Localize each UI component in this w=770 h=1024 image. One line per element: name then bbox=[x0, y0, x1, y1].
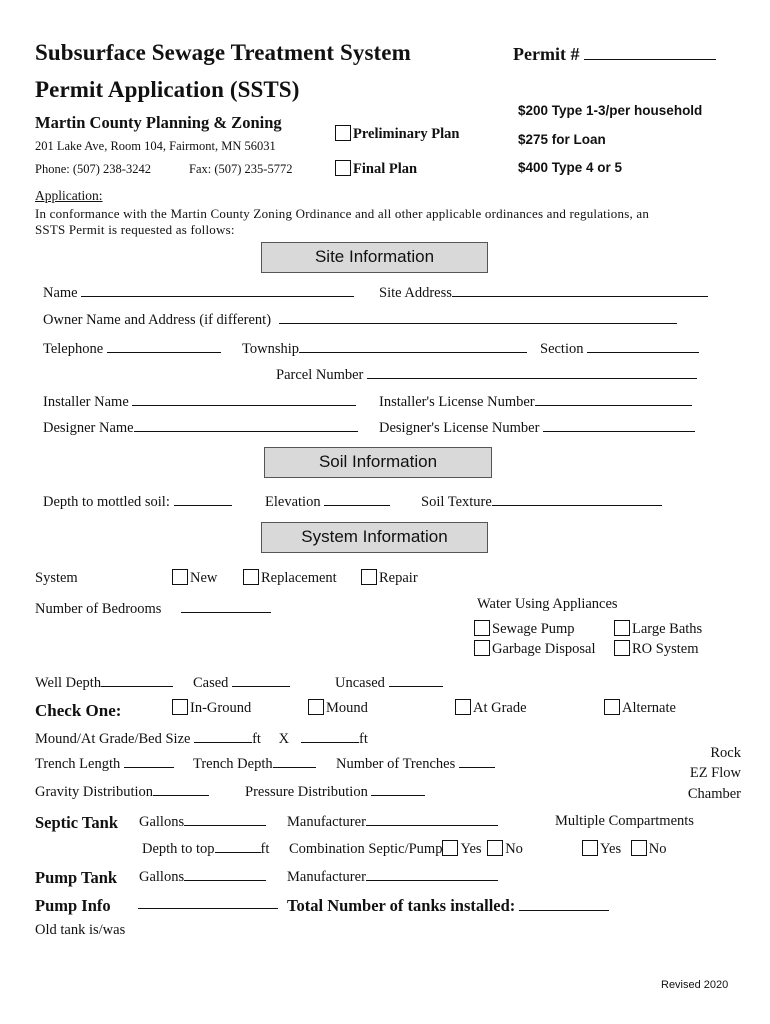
at-grade-checkbox[interactable] bbox=[455, 699, 471, 715]
system-new-option[interactable] bbox=[172, 569, 217, 587]
soil-info-heading: Soil Information bbox=[264, 447, 492, 478]
alternate-label: Alternate bbox=[622, 700, 676, 716]
org-fax: Fax: (507) 235-5772 bbox=[189, 162, 293, 176]
system-repair-checkbox[interactable] bbox=[361, 569, 377, 585]
pump-tank-label: Pump Tank bbox=[35, 868, 118, 887]
alt-type-rock: Rock bbox=[710, 745, 741, 761]
large-baths-checkbox[interactable] bbox=[614, 620, 630, 636]
trench-length-label: Trench Length bbox=[35, 756, 121, 772]
ro-system-label: RO System bbox=[632, 641, 699, 657]
preliminary-plan-checkbox[interactable] bbox=[335, 125, 351, 141]
appliance-sewage-pump[interactable] bbox=[474, 620, 575, 638]
system-replacement-option[interactable] bbox=[243, 569, 337, 587]
section-label: Section bbox=[540, 341, 584, 357]
preliminary-plan-label: Preliminary Plan bbox=[353, 126, 460, 142]
check-one-label: Check One: bbox=[35, 701, 122, 720]
org-address: 201 Lake Ave, Room 104, Fairmont, MN 56031 bbox=[35, 139, 276, 153]
gravity-field[interactable] bbox=[35, 783, 209, 801]
num-trenches-label: Number of Trenches bbox=[336, 756, 456, 772]
site-info-heading: Site Information bbox=[261, 242, 488, 273]
permit-number-line bbox=[584, 47, 716, 60]
in-ground-option[interactable] bbox=[172, 699, 251, 717]
designer-name-field[interactable] bbox=[43, 419, 358, 437]
parcel-label: Parcel Number bbox=[276, 367, 364, 383]
pressure-label: Pressure Distribution bbox=[245, 784, 368, 800]
combination-yes-label: Yes bbox=[460, 841, 482, 857]
bedrooms-field[interactable] bbox=[35, 600, 271, 618]
cased-field[interactable] bbox=[193, 674, 290, 692]
system-new-label: New bbox=[190, 570, 218, 586]
at-grade-label: At Grade bbox=[473, 700, 527, 716]
mound-label: Mound bbox=[326, 700, 368, 716]
uncased-field[interactable] bbox=[335, 674, 443, 692]
name-field[interactable] bbox=[43, 284, 354, 302]
org-phone: Phone: (507) 238-3242 bbox=[35, 162, 151, 176]
depth-mottled-label: Depth to mottled soil: bbox=[43, 494, 170, 510]
installer-name-field[interactable] bbox=[43, 393, 356, 411]
septic-gallons-label: Gallons bbox=[139, 814, 185, 830]
final-plan-checkbox[interactable] bbox=[335, 160, 351, 176]
system-label: System bbox=[35, 570, 78, 586]
installer-license-field[interactable] bbox=[379, 393, 692, 411]
sewage-pump-checkbox[interactable] bbox=[474, 620, 490, 636]
depth-to-top-field[interactable] bbox=[142, 840, 269, 858]
num-trenches-field[interactable] bbox=[336, 755, 495, 773]
multiple-compartments-label: Multiple Compartments bbox=[555, 813, 694, 829]
elevation-label: Elevation bbox=[265, 494, 321, 510]
system-repair-label: Repair bbox=[379, 570, 418, 586]
combination-septic-pump-field[interactable] bbox=[289, 840, 523, 858]
mound-size-x: X bbox=[278, 731, 290, 747]
township-label: Township bbox=[242, 341, 299, 357]
total-tanks-field[interactable] bbox=[287, 896, 609, 916]
trench-depth-field[interactable] bbox=[193, 755, 316, 773]
pump-gallons-field[interactable] bbox=[139, 868, 266, 886]
at-grade-option[interactable] bbox=[455, 699, 527, 717]
fee-type-4-5: $400 Type 4 or 5 bbox=[518, 160, 623, 175]
system-new-checkbox[interactable] bbox=[172, 569, 188, 585]
system-info-heading: System Information bbox=[261, 522, 488, 553]
parcel-field[interactable] bbox=[276, 366, 697, 384]
well-depth-label: Well Depth bbox=[35, 675, 102, 691]
application-text-line1: In conformance with the Martin County Zoning Ordinance and all other applicable ordinances and regulations, an bbox=[35, 206, 650, 221]
appliance-garbage-disposal[interactable] bbox=[474, 640, 595, 658]
owner-label: Owner Name and Address (if different) bbox=[43, 312, 272, 328]
combination-yes-checkbox[interactable] bbox=[442, 840, 458, 856]
pump-info-field[interactable] bbox=[138, 896, 278, 914]
appliance-large-baths[interactable] bbox=[614, 620, 702, 638]
mound-size-field[interactable] bbox=[35, 730, 368, 748]
garbage-disposal-checkbox[interactable] bbox=[474, 640, 490, 656]
owner-field[interactable] bbox=[43, 311, 677, 329]
multiple-yes-label: Yes bbox=[600, 841, 622, 857]
application-text-line2: SSTS Permit is requested as follows: bbox=[35, 222, 235, 237]
fee-type-1-3: $200 Type 1-3/per household bbox=[518, 103, 703, 118]
septic-tank-label: Septic Tank bbox=[35, 813, 118, 832]
designer-name-label: Designer Name bbox=[43, 420, 134, 436]
depth-to-top-ft: ft bbox=[260, 841, 270, 857]
alternate-option[interactable] bbox=[604, 699, 676, 717]
name-label: Name bbox=[43, 285, 78, 301]
soil-texture-field[interactable] bbox=[421, 493, 662, 511]
pump-info-line bbox=[138, 896, 278, 909]
preliminary-plan-option[interactable] bbox=[335, 125, 459, 143]
septic-manufacturer-field[interactable] bbox=[287, 813, 498, 831]
telephone-label: Telephone bbox=[43, 341, 104, 357]
pump-manufacturer-field[interactable] bbox=[287, 868, 498, 886]
large-baths-label: Large Baths bbox=[632, 621, 703, 637]
alt-type-ez-flow: EZ Flow bbox=[689, 765, 741, 781]
in-ground-checkbox[interactable] bbox=[172, 699, 188, 715]
mound-checkbox[interactable] bbox=[308, 699, 324, 715]
in-ground-label: In-Ground bbox=[190, 700, 252, 716]
fee-loan: $275 for Loan bbox=[518, 132, 606, 147]
township-field[interactable] bbox=[242, 340, 527, 358]
application-label: Application: bbox=[35, 188, 103, 203]
pump-manufacturer-label: Manufacturer bbox=[287, 869, 366, 885]
site-address-field[interactable] bbox=[379, 284, 708, 302]
multiple-no-checkbox[interactable] bbox=[631, 840, 647, 856]
installer-license-label: Installer's License Number bbox=[379, 394, 535, 410]
telephone-field[interactable] bbox=[43, 340, 221, 358]
ro-system-checkbox[interactable] bbox=[614, 640, 630, 656]
well-depth-field[interactable] bbox=[35, 674, 173, 692]
alt-type-chamber: Chamber bbox=[687, 786, 741, 802]
combination-label: Combination Septic/Pump bbox=[289, 841, 443, 857]
bedrooms-label: Number of Bedrooms bbox=[35, 601, 162, 617]
designer-license-field[interactable] bbox=[379, 419, 695, 437]
mound-option[interactable] bbox=[308, 699, 368, 717]
pressure-field[interactable] bbox=[245, 783, 425, 801]
form-title-line1: Subsurface Sewage Treatment System bbox=[35, 40, 411, 65]
system-replacement-label: Replacement bbox=[261, 570, 337, 586]
mound-size-label: Mound/At Grade/Bed Size bbox=[35, 731, 191, 747]
old-tank-label: Old tank is/was bbox=[35, 922, 126, 938]
sewage-pump-label: Sewage Pump bbox=[492, 621, 575, 637]
permit-number-field[interactable] bbox=[513, 44, 716, 65]
combination-no-label: No bbox=[505, 841, 523, 857]
pump-info-label: Pump Info bbox=[35, 896, 111, 915]
installer-name-label: Installer Name bbox=[43, 394, 129, 410]
form-title-line2: Permit Application (SSTS) bbox=[35, 77, 300, 102]
alternate-checkbox[interactable] bbox=[604, 699, 620, 715]
depth-mottled-field[interactable] bbox=[43, 493, 232, 511]
designer-license-label: Designer's License Number bbox=[379, 420, 540, 436]
appliances-label: Water Using Appliances bbox=[477, 596, 618, 612]
multiple-compartments-choice[interactable] bbox=[582, 840, 666, 858]
garbage-disposal-label: Garbage Disposal bbox=[492, 641, 596, 657]
mound-size-ft1: ft bbox=[252, 731, 261, 747]
multiple-yes-checkbox[interactable] bbox=[582, 840, 598, 856]
depth-to-top-label: Depth to top bbox=[142, 841, 215, 857]
uncased-label: Uncased bbox=[335, 675, 385, 691]
cased-label: Cased bbox=[193, 675, 229, 691]
septic-manufacturer-label: Manufacturer bbox=[287, 814, 366, 830]
permit-number-label: Permit # bbox=[513, 44, 580, 64]
soil-texture-label: Soil Texture bbox=[421, 494, 492, 510]
final-plan-option[interactable] bbox=[335, 160, 417, 178]
revised-date: Revised 2020 bbox=[661, 979, 729, 991]
org-name: Martin County Planning & Zoning bbox=[35, 113, 282, 132]
trench-length-field[interactable] bbox=[35, 755, 174, 773]
septic-gallons-field[interactable] bbox=[139, 813, 266, 831]
pump-gallons-label: Gallons bbox=[139, 869, 185, 885]
trench-depth-label: Trench Depth bbox=[193, 756, 273, 772]
system-repair-option[interactable] bbox=[361, 569, 418, 587]
final-plan-label: Final Plan bbox=[353, 161, 418, 177]
multiple-no-label: No bbox=[648, 841, 667, 857]
combination-no-checkbox[interactable] bbox=[487, 840, 503, 856]
appliance-ro-system[interactable] bbox=[614, 640, 698, 658]
mound-size-ft2: ft bbox=[359, 731, 368, 747]
system-replacement-checkbox[interactable] bbox=[243, 569, 259, 585]
site-address-label: Site Address bbox=[379, 285, 452, 301]
total-tanks-label: Total Number of tanks installed: bbox=[287, 896, 516, 915]
elevation-field[interactable] bbox=[265, 493, 390, 511]
section-field[interactable] bbox=[540, 340, 699, 358]
gravity-label: Gravity Distribution bbox=[35, 784, 154, 800]
